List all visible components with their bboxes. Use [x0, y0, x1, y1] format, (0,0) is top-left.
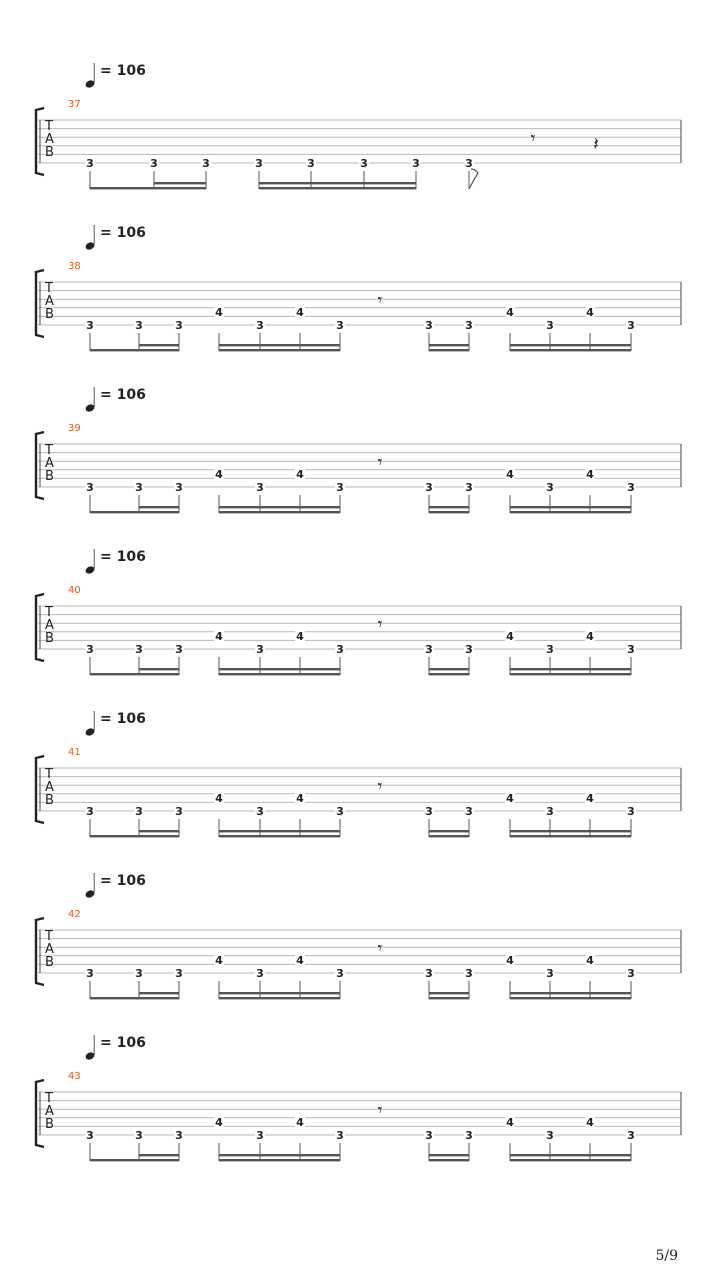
rhythm-beam	[510, 511, 631, 513]
rhythm-beam	[429, 349, 469, 351]
tab-clef-letter: T	[45, 281, 53, 296]
tab-clef-letter: B	[45, 955, 54, 970]
rhythm-beam-secondary	[510, 668, 631, 670]
fret-number: 3	[256, 481, 264, 494]
tab-clef-letter: T	[45, 767, 53, 782]
tempo-marking: = 106	[100, 63, 146, 79]
fret-number: 3	[546, 319, 554, 332]
fret-number: 3	[150, 157, 158, 170]
rhythm-beam	[90, 997, 179, 999]
fret-number: 3	[465, 643, 473, 656]
tab-clef-letter: B	[45, 145, 54, 160]
fret-number: 3	[627, 481, 635, 494]
fret-number: 3	[465, 1129, 473, 1142]
measure-number: 37	[68, 99, 81, 110]
page-number: 5/9	[655, 1248, 678, 1264]
rhythm-beam-secondary	[429, 668, 469, 670]
tab-clef-letter: A	[45, 780, 54, 795]
rest-symbol: 𝄾	[377, 614, 383, 635]
fret-number: 3	[546, 481, 554, 494]
measure-number: 42	[68, 909, 81, 920]
tab-clef-letter: B	[45, 469, 54, 484]
fret-number: 3	[135, 1129, 143, 1142]
fret-number: 3	[175, 805, 183, 818]
tab-clef-letter: T	[45, 929, 53, 944]
fret-number: 3	[86, 319, 94, 332]
rest-symbol: 𝄾	[377, 1100, 383, 1121]
fret-number: 3	[425, 967, 433, 980]
rest-symbol: 𝄾	[377, 290, 383, 311]
fret-number: 3	[175, 967, 183, 980]
fret-number: 3	[425, 1129, 433, 1142]
rhythm-beam-secondary	[219, 506, 340, 508]
fret-number: 3	[202, 157, 210, 170]
fret-number: 3	[135, 319, 143, 332]
fret-number: 3	[336, 967, 344, 980]
tab-clef-letter: B	[45, 1117, 54, 1132]
fret-number: 4	[586, 468, 594, 482]
rhythm-beam	[219, 1159, 340, 1161]
rest-symbol: 𝄾	[530, 128, 536, 149]
fret-number: 3	[256, 319, 264, 332]
fret-number: 3	[86, 967, 94, 980]
measure-number: 40	[68, 585, 81, 596]
rhythm-beam-secondary	[219, 830, 340, 832]
fret-number: 3	[256, 805, 264, 818]
fret-number: 3	[465, 319, 473, 332]
fret-number: 3	[627, 1129, 635, 1142]
fret-number: 3	[175, 1129, 183, 1142]
rhythm-beam-secondary	[154, 182, 206, 184]
fret-number: 4	[296, 630, 304, 644]
fret-number: 4	[586, 630, 594, 644]
fret-number: 4	[586, 954, 594, 968]
rest-symbol: 𝄾	[377, 776, 383, 797]
rhythm-beam-secondary	[219, 1154, 340, 1156]
fret-number: 3	[465, 157, 473, 170]
tab-clef-letter: A	[45, 942, 54, 957]
fret-number: 4	[215, 306, 223, 320]
tab-clef-letter: T	[45, 605, 53, 620]
fret-number: 4	[215, 1116, 223, 1130]
rhythm-beam	[429, 673, 469, 675]
rhythm-beam	[219, 673, 340, 675]
fret-number: 3	[425, 319, 433, 332]
fret-number: 3	[465, 967, 473, 980]
fret-number: 3	[256, 643, 264, 656]
fret-number: 3	[86, 481, 94, 494]
fret-number: 3	[135, 643, 143, 656]
rhythm-beam	[90, 511, 179, 513]
tempo-marking: = 106	[100, 549, 146, 565]
fret-number: 4	[506, 1116, 514, 1130]
tab-clef-letter: T	[45, 443, 53, 458]
fret-number: 3	[175, 643, 183, 656]
tab-clef-letter: A	[45, 456, 54, 471]
rhythm-beam-secondary	[139, 992, 179, 994]
fret-number: 4	[506, 630, 514, 644]
fret-number: 3	[135, 967, 143, 980]
measure-number: 41	[68, 747, 81, 758]
fret-number: 3	[86, 805, 94, 818]
fret-number: 3	[256, 1129, 264, 1142]
fret-number: 4	[296, 954, 304, 968]
rhythm-beam	[90, 673, 179, 675]
rhythm-beam-secondary	[139, 344, 179, 346]
rhythm-beam	[510, 997, 631, 999]
fret-number: 3	[307, 157, 315, 170]
rhythm-beam-secondary	[219, 992, 340, 994]
tempo-marking: = 106	[100, 387, 146, 403]
fret-number: 3	[175, 481, 183, 494]
fret-number: 3	[546, 967, 554, 980]
rhythm-beam-secondary	[510, 992, 631, 994]
rest-symbol: 𝄾	[377, 938, 383, 959]
fret-number: 3	[86, 1129, 94, 1142]
rhythm-beam-secondary	[219, 668, 340, 670]
rest-symbol: 𝄾	[377, 452, 383, 473]
rhythm-beam	[429, 511, 469, 513]
fret-number: 4	[296, 1116, 304, 1130]
fret-number: 3	[336, 643, 344, 656]
rhythm-beam-secondary	[429, 506, 469, 508]
tempo-marking: = 106	[100, 873, 146, 889]
fret-number: 4	[506, 954, 514, 968]
rhythm-beam-secondary	[510, 830, 631, 832]
fret-number: 3	[336, 1129, 344, 1142]
tab-clef-letter: A	[45, 1104, 54, 1119]
fret-number: 3	[336, 319, 344, 332]
fret-number: 3	[627, 805, 635, 818]
fret-number: 4	[506, 792, 514, 806]
rhythm-beam	[510, 1159, 631, 1161]
rhythm-beam	[90, 835, 179, 837]
rhythm-beam	[429, 835, 469, 837]
rhythm-beam	[219, 997, 340, 999]
measure-number: 43	[68, 1071, 81, 1082]
fret-number: 3	[465, 481, 473, 494]
fret-number: 3	[175, 319, 183, 332]
tab-clef-letter: A	[45, 294, 54, 309]
fret-number: 4	[215, 630, 223, 644]
fret-number: 4	[586, 792, 594, 806]
rhythm-beam	[219, 835, 340, 837]
tab-clef-letter: B	[45, 307, 54, 322]
fret-number: 3	[425, 643, 433, 656]
tab-clef-letter: B	[45, 631, 54, 646]
measure-number: 38	[68, 261, 81, 272]
fret-number: 3	[86, 157, 94, 170]
rhythm-beam-secondary	[429, 992, 469, 994]
rhythm-beam-secondary	[139, 668, 179, 670]
fret-number: 3	[425, 805, 433, 818]
fret-number: 4	[215, 792, 223, 806]
rhythm-beam-secondary	[429, 344, 469, 346]
fret-number: 3	[627, 319, 635, 332]
tab-clef-letter: A	[45, 618, 54, 633]
fret-number: 4	[506, 306, 514, 320]
fret-number: 3	[360, 157, 368, 170]
rhythm-beam	[429, 1159, 469, 1161]
fret-number: 3	[627, 643, 635, 656]
tab-clef-letter: A	[45, 132, 54, 147]
rhythm-beam	[510, 835, 631, 837]
fret-number: 3	[425, 481, 433, 494]
fret-number: 3	[465, 805, 473, 818]
rhythm-beam-secondary	[429, 1154, 469, 1156]
measure-number: 39	[68, 423, 81, 434]
fret-number: 4	[215, 954, 223, 968]
fret-number: 4	[215, 468, 223, 482]
fret-number: 4	[296, 306, 304, 320]
fret-number: 3	[546, 643, 554, 656]
fret-number: 4	[586, 1116, 594, 1130]
rhythm-beam	[90, 187, 206, 189]
fret-number: 3	[336, 805, 344, 818]
rhythm-beam-secondary	[219, 344, 340, 346]
rhythm-flag	[469, 169, 478, 189]
rhythm-beam	[219, 511, 340, 513]
fret-number: 3	[135, 805, 143, 818]
fret-number: 3	[336, 481, 344, 494]
tempo-marking: = 106	[100, 711, 146, 727]
rhythm-beam	[510, 673, 631, 675]
tempo-marking: = 106	[100, 225, 146, 241]
rhythm-beam	[259, 187, 416, 189]
rhythm-beam	[90, 1159, 179, 1161]
rhythm-beam-secondary	[139, 1154, 179, 1156]
rhythm-beam	[429, 997, 469, 999]
rhythm-beam	[90, 349, 179, 351]
fret-number: 4	[296, 468, 304, 482]
rhythm-beam-secondary	[510, 344, 631, 346]
fret-number: 4	[506, 468, 514, 482]
fret-number: 4	[586, 306, 594, 320]
fret-number: 3	[546, 1129, 554, 1142]
rest-symbol: 𝄽	[593, 134, 599, 155]
rhythm-beam	[510, 349, 631, 351]
fret-number: 3	[546, 805, 554, 818]
rhythm-beam-secondary	[139, 830, 179, 832]
tempo-marking: = 106	[100, 1035, 146, 1051]
rhythm-beam-secondary	[259, 182, 416, 184]
rhythm-beam	[219, 349, 340, 351]
fret-number: 3	[135, 481, 143, 494]
rhythm-beam-secondary	[510, 1154, 631, 1156]
rhythm-beam-secondary	[139, 506, 179, 508]
rhythm-beam-secondary	[510, 506, 631, 508]
fret-number: 3	[86, 643, 94, 656]
tab-clef-letter: T	[45, 119, 53, 134]
tab-clef-letter: T	[45, 1091, 53, 1106]
fret-number: 3	[255, 157, 263, 170]
fret-number: 3	[627, 967, 635, 980]
fret-number: 3	[256, 967, 264, 980]
fret-number: 3	[412, 157, 420, 170]
fret-number: 4	[296, 792, 304, 806]
rhythm-beam-secondary	[429, 830, 469, 832]
tab-clef-letter: B	[45, 793, 54, 808]
